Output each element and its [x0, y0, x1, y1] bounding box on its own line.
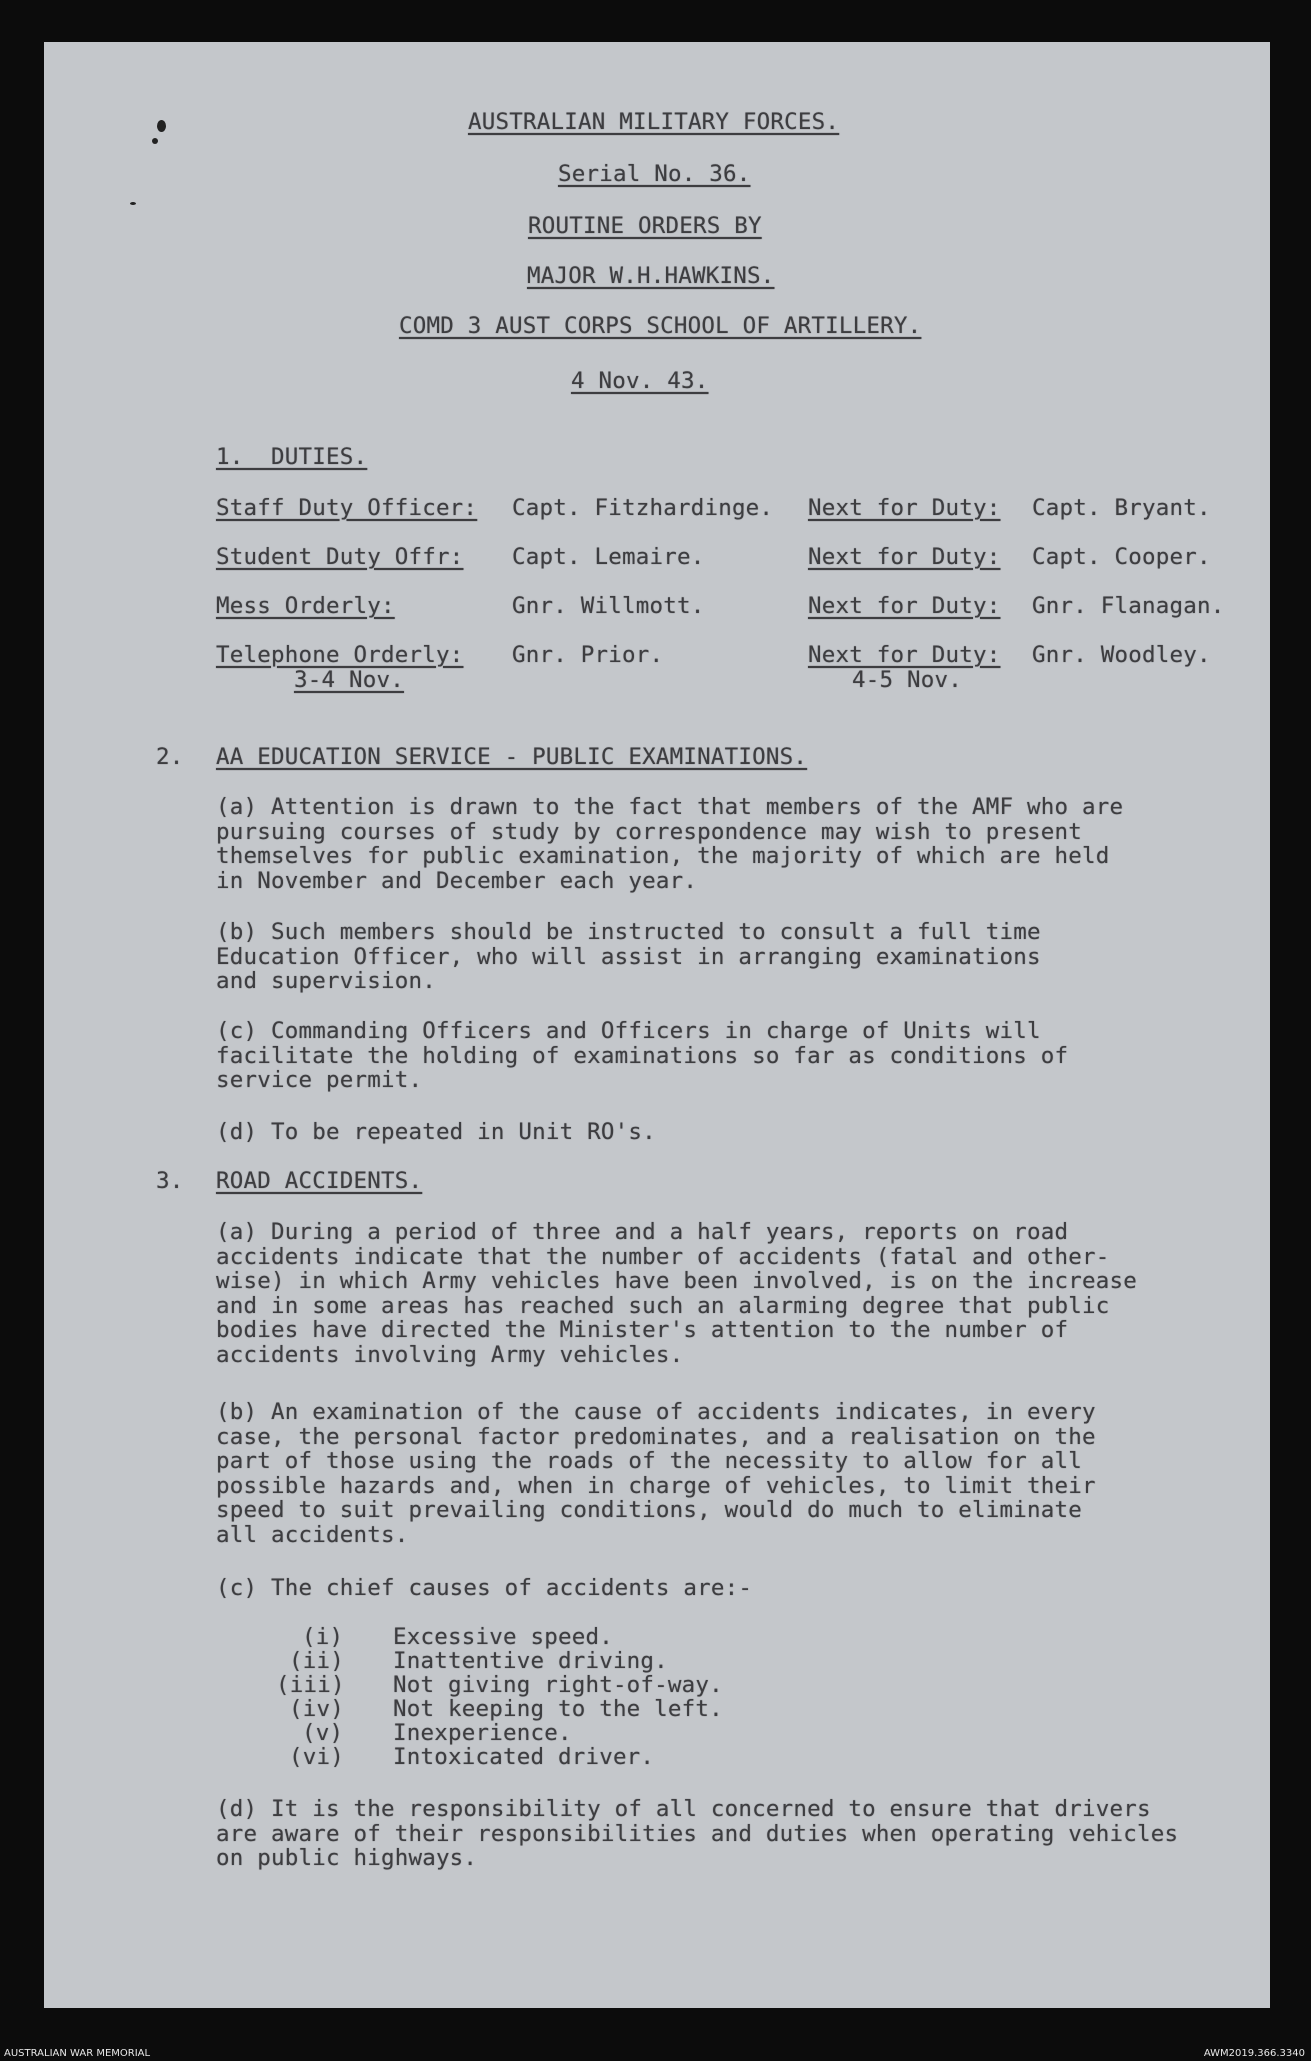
road-para-a: (a) During a period of three and a half years, reports on road accidents indicate that the number of accidents (fatal and other- wise) in which Army vehicles have been involved, is on the increase and in some areas has reached such an alarming degree that public bodies have directed the Minister's attention to the number of accidents involving Army vehicles.: [216, 1219, 1137, 1368]
education-para-d: (d) To be repeated in Unit RO's.: [216, 1119, 656, 1145]
ink-mark: [152, 138, 158, 144]
education-para-c: (c) Commanding Officers and Officers in charge of Units will facilitate the holding of examinations so far as conditions of service permit.: [216, 1018, 1069, 1093]
ink-mark: [157, 120, 166, 132]
road-para-b: (b) An examination of the cause of accidents indicates, in every case, the personal factor predominates, and a realisation on the part of those using the roads of the necessity to allow for all possible hazards and, when in charge of vehicles, to limit their speed to suit prevailing conditions, would do much to eliminate all accidents.: [216, 1399, 1096, 1548]
next-for-duty-label: Next for Duty:: [808, 544, 1001, 570]
cause-text: Not giving right-of-way.: [393, 1672, 723, 1698]
duty-role: Mess Orderly:: [216, 593, 395, 619]
commander-name: MAJOR W.H.HAWKINS.: [527, 263, 775, 289]
road-para-d: (d) It is the responsibility of all concerned to ensure that drivers are aware of their responsibilities and duties when operating vehicles on public highways.: [216, 1796, 1179, 1871]
cause-number: (ii): [289, 1648, 344, 1674]
education-para-a: (a) Attention is drawn to the fact that members of the AMF who are pursuing courses of study by correspondence may wish to present themselves for public examination, the majority of which are held in November and December each year.: [216, 794, 1124, 894]
cause-number: (v): [302, 1720, 344, 1746]
section-title-duties: 1. DUTIES.: [216, 444, 368, 470]
next-for-duty-label: Next for Duty:: [808, 593, 1001, 619]
next-duty-name: Gnr. Flanagan.: [1032, 593, 1225, 619]
section-number: 3.: [156, 1168, 184, 1194]
cause-text: Not keeping to the left.: [393, 1696, 723, 1722]
duty-name: Capt. Lemaire.: [512, 544, 705, 570]
section-title-road: ROAD ACCIDENTS.: [216, 1168, 423, 1194]
education-para-b: (b) Such members should be instructed to consult a full time Education Officer, who will assist in arranging examinations and supervision.: [216, 919, 1041, 994]
serial-number: Serial No. 36.: [558, 161, 751, 187]
next-for-duty-label: Next for Duty:: [808, 495, 1001, 521]
duty-role: Staff Duty Officer:: [216, 495, 478, 521]
document-page: [44, 42, 1270, 2008]
duty-role-date: 3-4 Nov.: [294, 667, 404, 693]
next-duty-name: Capt. Cooper.: [1032, 544, 1211, 570]
next-duty-date: 4-5 Nov.: [852, 667, 962, 693]
cause-text: Inexperience.: [393, 1720, 572, 1746]
duty-name: Gnr. Willmott.: [512, 593, 705, 619]
cause-number: (iii): [276, 1672, 345, 1698]
ink-mark: [130, 202, 136, 205]
footer-accession-number: AWM2019.366.3340: [1203, 2048, 1305, 2059]
footer-credit: AUSTRALIAN WAR MEMORIAL: [4, 2048, 151, 2059]
cause-text: Inattentive driving.: [393, 1648, 668, 1674]
duty-name: Gnr. Prior.: [512, 642, 664, 668]
duty-role: Telephone Orderly:: [216, 642, 464, 668]
cause-number: (iv): [289, 1696, 344, 1722]
duty-role: Student Duty Offr:: [216, 544, 464, 570]
road-para-c: (c) The chief causes of accidents are:-: [216, 1575, 753, 1601]
section-title-education: AA EDUCATION SERVICE - PUBLIC EXAMINATIONS.: [216, 744, 808, 770]
cause-number: (vi): [289, 1744, 344, 1770]
section-number: 2.: [156, 744, 184, 770]
cause-text: Intoxicated driver.: [393, 1744, 655, 1770]
next-duty-name: Gnr. Woodley.: [1032, 642, 1211, 668]
document-date: 4 Nov. 43.: [571, 368, 709, 394]
cause-text: Excessive speed.: [393, 1624, 613, 1650]
routine-orders-heading: ROUTINE ORDERS BY: [528, 213, 762, 239]
header-title: AUSTRALIAN MILITARY FORCES.: [468, 109, 840, 135]
command-title: COMD 3 AUST CORPS SCHOOL OF ARTILLERY.: [399, 313, 922, 339]
next-for-duty-label: Next for Duty:: [808, 642, 1001, 668]
cause-number: (i): [302, 1624, 344, 1650]
duty-name: Capt. Fitzhardinge.: [512, 495, 774, 521]
next-duty-name: Capt. Bryant.: [1032, 495, 1211, 521]
